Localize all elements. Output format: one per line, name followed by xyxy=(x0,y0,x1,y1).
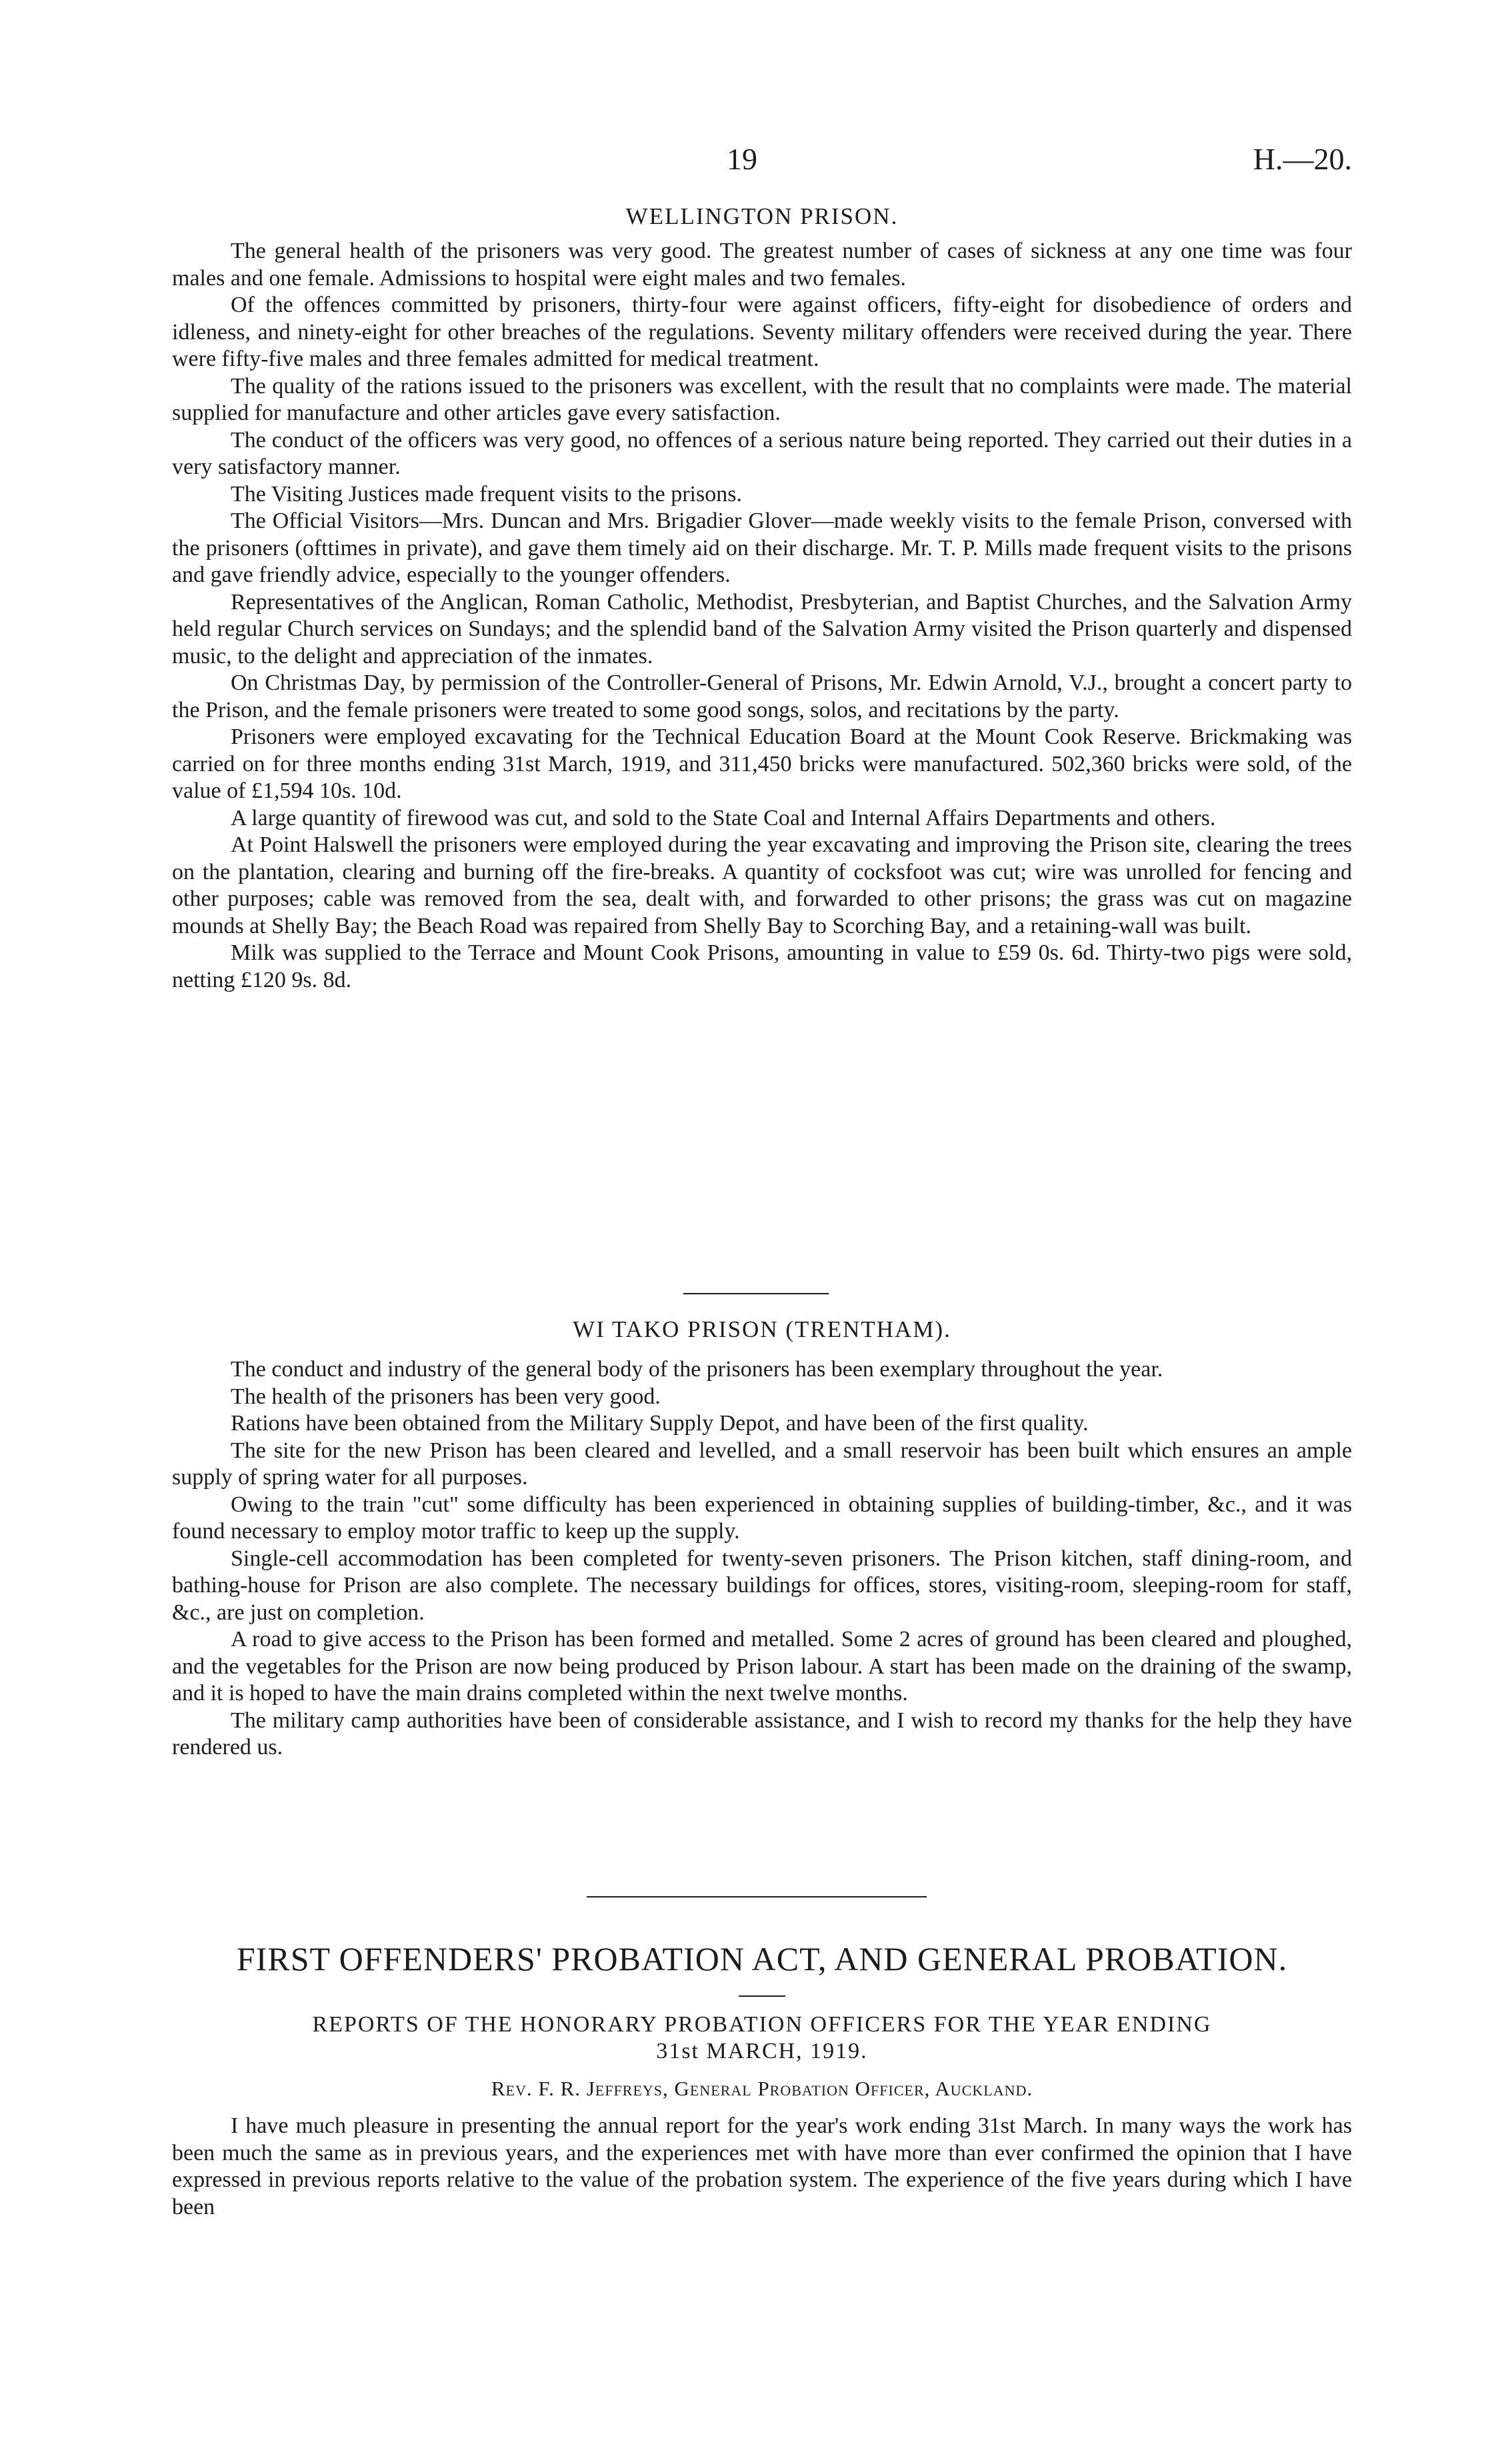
report-title xyxy=(172,2011,1352,2065)
paragraph: The site for the new Prison has been cleared and levelled, and a small reservoir has been built which ensures an ample supply of spring water for all purposes. xyxy=(172,1438,1352,1490)
title-underline xyxy=(739,1995,785,1997)
paragraph: Rations have been obtained from the Military Supply Depot, and have been of the first quality. xyxy=(231,1411,1089,1436)
paragraph: A road to give access to the Prison has been formed and metalled. Some 2 acres of ground has been cleared and ploughed, and the vegetables for the Prison are now being produced by Prison labour. A start has been made on the draining of the swamp, and it is hoped to have the main drains completed within the next twelve months. xyxy=(172,1627,1352,1706)
probation-section xyxy=(172,1939,1352,2221)
witako-section xyxy=(172,1316,1352,1762)
probation-title: FIRST OFFENDERS' PROBATION ACT, AND GENERAL PROBATION. xyxy=(236,1940,1288,1977)
officer-heading: Rev. F. R. Jeffreys, General Probation Officer, Auckland. xyxy=(491,2077,1033,2100)
wellington-body xyxy=(172,238,1352,994)
paragraph: At Point Halswell the prisoners were employed during the year excavating and improving the Prison site, clearing the trees on the plantation, clearing and burning off the fire-breaks. A quantity of cocksfoot was cut; wire was unrolled for fencing and other purposes; cable was removed from the sea, dealt with, and forwarded to other prisons; the grass was cut on magazine mounds at Shelly Bay; the Beach Road was repaired from Shelly Bay to Scorching Bay, and a retaining-wall was built. xyxy=(172,832,1352,938)
report-title-line: REPORTS OF THE HONORARY PROBATION OFFICERS FOR THE YEAR ENDING xyxy=(312,2012,1212,2037)
paragraph: The quality of the rations issued to the prisoners was excellent, with the result that no complaints were made. The material supplied for manufacture and other articles gave every satisfaction. xyxy=(172,373,1352,425)
paragraph: The conduct and industry of the general body of the prisoners has been exemplary throughout the year. xyxy=(231,1357,1163,1382)
paragraph: A large quantity of firewood was cut, and sold to the State Coal and Internal Affairs Departments and others. xyxy=(231,805,1216,830)
paragraph: The military camp authorities have been of considerable assistance, and I wish to record my thanks for the help they have rendered us. xyxy=(172,1708,1352,1760)
paragraph: I have much pleasure in presenting the annual report for the year's work ending 31st March. In many ways the work has been much the same as in previous years, and the experiences met with have more than ever confirmed the opinion that I have expressed in previous reports relative to the value of the probation system. The experience of the five years during which I have been xyxy=(172,2113,1352,2219)
witako-body xyxy=(172,1356,1352,1762)
probation-body xyxy=(172,2113,1352,2221)
paragraph: The health of the prisoners has been very good. xyxy=(231,1384,661,1409)
paragraph: The Visiting Justices made frequent visits to the prisons. xyxy=(231,481,742,507)
report-title-line: 31st MARCH, 1919. xyxy=(656,2039,868,2063)
page-number: 19 xyxy=(727,142,757,176)
section-title-wellington: WELLINGTON PRISON. xyxy=(625,203,899,229)
paragraph: Milk was supplied to the Terrace and Mount Cook Prisons, amounting in value to £59 0s. 6d. Thirty-two pigs were sold, netting £120 9s. 8d. xyxy=(172,940,1352,992)
paragraph: The conduct of the officers was very good, no offences of a serious nature being reported. They carried out their duties in a very satisfactory manner. xyxy=(172,427,1352,479)
paragraph: On Christmas Day, by permission of the Controller-General of Prisons, Mr. Edwin Arnold, V.J., brought a concert party to the Prison, and the female prisoners were treated to some good songs, solos, and recitations by the party. xyxy=(172,670,1352,722)
paragraph: Single-cell accommodation has been completed for twenty-seven prisoners. The Prison kitchen, staff dining-room, and bathing-house for Prison are also complete. The necessary buildings for offices, stores, visiting-room, sleeping-room for staff, &c., are just on completion. xyxy=(172,1546,1352,1625)
paragraph: The general health of the prisoners was very good. The greatest number of cases of sickness at any one time was four males and one female. Admissions to hospital were eight males and two females. xyxy=(172,239,1352,291)
paragraph: Representatives of the Anglican, Roman Catholic, Methodist, Presbyterian, and Baptist Churches, and the Salvation Army held regular Church services on Sundays; and the splendid band of the Salvation Army visited the Prison quarterly and dispensed music, to the delight and appreciation of the inmates. xyxy=(172,589,1352,668)
document-reference: H.—20. xyxy=(1253,142,1352,176)
section-title-witako: WI TAKO PRISON (TRENTHAM). xyxy=(573,1316,951,1342)
paragraph: The Official Visitors—Mrs. Duncan and Mrs. Brigadier Glover—made weekly visits to the female Prison, conversed with the prisoners (ofttimes in private), and gave them timely aid on their discharge. Mr. T. P. Mills made frequent visits to the prisons and gave friendly advice, especially to the younger offenders. xyxy=(172,509,1352,587)
paragraph: Prisoners were employed excavating for the Technical Education Board at the Mount Cook Reserve. Brickmaking was carried on for three months ending 31st March, 1919, and 311,450 bricks were manufactured. 502,360 bricks were sold, of the value of £1,594 10s. 10d. xyxy=(172,724,1352,803)
paragraph: Owing to the train "cut" some difficulty has been experienced in obtaining supplies of building-timber, &c., and it was found necessary to employ motor traffic to keep up the supply. xyxy=(172,1492,1352,1544)
section-divider xyxy=(683,1293,829,1294)
section-divider xyxy=(587,1896,927,1897)
wellington-section xyxy=(172,203,1352,994)
paragraph: Of the offences committed by prisoners, thirty-four were against officers, fifty-eight for disobedience of orders and idleness, and ninety-eight for other breaches of the regulations. Seventy military offenders were received during the year. There were fifty-five males and three females admitted for medical treatment. xyxy=(172,293,1352,371)
